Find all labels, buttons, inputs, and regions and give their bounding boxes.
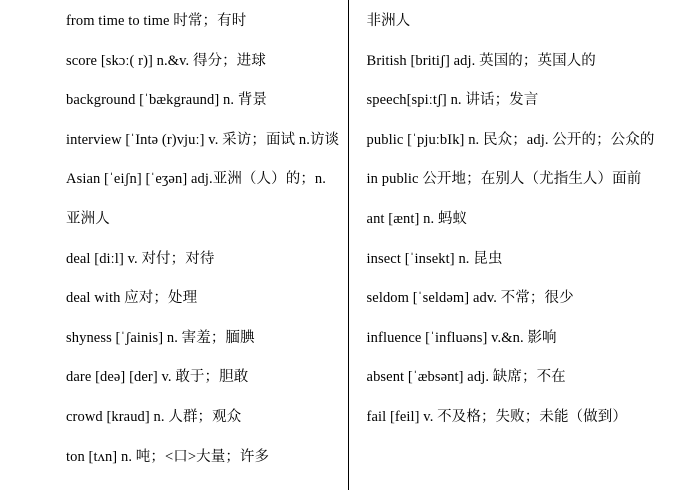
vocab-entry: score [skɔː( r)] n.&v. 得分；进球 xyxy=(66,52,266,69)
vocab-entry: deal [diːl] v. 对付；对待 xyxy=(66,250,215,267)
vocab-entry: background [ˈbækgraund] n. 背景 xyxy=(66,92,268,109)
vocab-entry: insect [ˈinsekt] n. 昆虫 xyxy=(366,250,503,267)
vocab-entry: dare [deə] [der] v. 敢于；胆敢 xyxy=(66,369,249,386)
vocab-entry: from time to time 时常；有时 xyxy=(66,13,247,29)
vocab-entry: ton [tʌn] n. 吨；<口>大量；许多 xyxy=(66,448,270,465)
vocab-entry: in public 公开地；在别人（尤指生人）面前 xyxy=(366,171,642,188)
vocab-entry: public [ˈpjuːbIk] n. 民众；adj. 公开的；公众的 xyxy=(366,131,655,148)
vocab-entry: interview [ˈIntə (r)vjuː] v. 采访；面试 n.访谈 xyxy=(66,131,340,148)
vocab-entry: British [britiʃ] adj. 英国的；英国人的 xyxy=(366,52,596,69)
vocab-entry: influence [ˈinfluəns] v.&n. 影响 xyxy=(366,329,557,346)
vocab-entry: Asian [ˈeiʃn] [ˈeʒən] adj.亚洲（人）的；n. 亚洲人 xyxy=(66,171,326,227)
vocab-entry: crowd [kraud] n. 人群；观众 xyxy=(66,408,242,425)
vocab-entry: fail [feil] v. 不及格；失败；未能（做到） xyxy=(366,408,627,425)
vocab-entry: ant [ænt] n. 蚂蚁 xyxy=(366,210,468,227)
right-column xyxy=(349,0,700,490)
vocab-entry: deal with 应对；处理 xyxy=(66,290,198,307)
vocab-entry: speech[spiːtʃ] n. 讲话；发言 xyxy=(366,92,539,109)
vocab-entry: shyness [ˈʃainis] n. 害羞；腼腆 xyxy=(66,329,255,346)
vocab-entry: 非洲人 xyxy=(366,13,411,29)
vocab-entry: absent [ˈæbsənt] adj. 缺席；不在 xyxy=(366,369,566,386)
left-column xyxy=(0,0,348,490)
vocab-entry: seldom [ˈseldəm] adv. 不常；很少 xyxy=(366,290,574,307)
